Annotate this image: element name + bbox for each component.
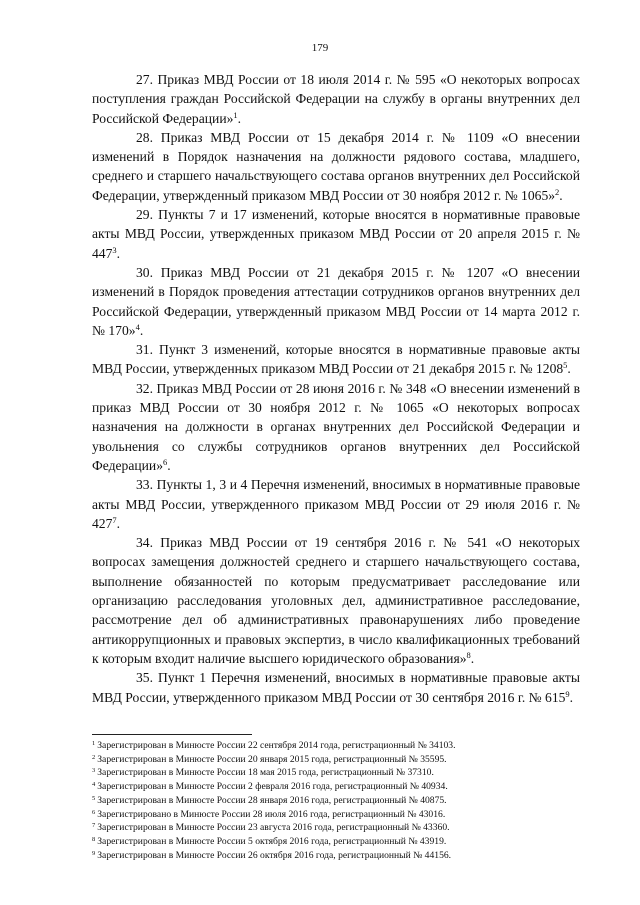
footnote-ref: 5 bbox=[563, 360, 568, 371]
paragraph-33 bbox=[92, 475, 580, 533]
footnote bbox=[92, 780, 580, 794]
footnote-divider bbox=[92, 734, 252, 735]
footnote bbox=[92, 794, 580, 808]
footnote-mark: 1 bbox=[92, 740, 96, 747]
paragraph-29 bbox=[92, 205, 580, 263]
paragraph-tail: . bbox=[237, 110, 242, 126]
paragraph-text: 33. Пункты 1, 3 и 4 Перечня изменений, вносимых в нормативные правовые акты МВД России, утвержденного приказом МВД России от 29 июля 2016 г. № 427 bbox=[92, 477, 580, 531]
footnote-ref: 4 bbox=[135, 321, 140, 332]
paragraph-27 bbox=[92, 70, 580, 128]
paragraph-28 bbox=[92, 128, 580, 205]
footnote-text: Зарегистрирован в Минюсте России 5 октября 2016 года, регистрационный № 43919. bbox=[97, 835, 447, 847]
footnote bbox=[92, 739, 580, 753]
paragraph-text: 32. Приказ МВД России от 28 июня 2016 г. № 348 «О внесении изменений в приказ МВД России от 30 ноября 2012 г. № 1065 «О некоторых вопросах назначения на должности в органах внутренних дел Российской Федерации и увольнения со службы сотрудников органов внутренних дел Российской Федерации» bbox=[92, 380, 580, 473]
page-number: 179 bbox=[311, 42, 329, 54]
document-body bbox=[92, 70, 580, 707]
paragraph-text: 30. Приказ МВД России от 21 декабря 2015 г. № 1207 «О внесении изменений в Порядок проведения аттестации сотрудников органов внутренних дел Российской Федерации, утвержденный приказом МВД России от 14 марта 2012 г. № 170» bbox=[92, 264, 580, 338]
paragraph-text: 35. Пункт 1 Перечня изменений, вносимых в нормативные правовые акты МВД России, утвержденного приказом МВД России от 30 сентября 2016 г. № 615 bbox=[92, 670, 580, 705]
footnote-mark: 7 bbox=[92, 822, 96, 830]
paragraph-text: 31. Пункт 3 изменений, которые вносятся в нормативные правовые акты МВД России, утвержденных приказом МВД России от 21 декабря 2015 г. № 1208 bbox=[92, 342, 580, 377]
paragraph-tail: . bbox=[116, 245, 121, 261]
footnote-text: Зарегистрирован в Минюсте России 26 октября 2016 года, регистрационный № 44156. bbox=[97, 849, 452, 861]
footnote-text: Зарегистрирован в Минюсте России 18 мая 2015 года, регистрационный № 37310. bbox=[97, 767, 434, 779]
paragraph-tail: . bbox=[567, 361, 571, 377]
footnote-mark: 4 bbox=[92, 781, 96, 789]
footnote-mark: 6 bbox=[92, 808, 96, 816]
footnote bbox=[92, 821, 580, 835]
footnote bbox=[92, 835, 580, 849]
footnote-ref: 8 bbox=[466, 649, 471, 660]
footnote-ref: 9 bbox=[565, 688, 570, 699]
paragraph-31 bbox=[92, 340, 580, 379]
paragraph-tail: . bbox=[139, 322, 144, 338]
footnote-text: Зарегистрирован в Минюсте России 22 сентября 2014 года, регистрационный № 34103. bbox=[97, 740, 456, 751]
footnote bbox=[92, 753, 580, 767]
paragraph-text: 28. Приказ МВД России от 15 декабря 2014 г. № 1109 «О внесении изменений в Порядок назначения на должности рядового состава, младшего, среднего и старшего начальствующего состава органов внутренних дел Российской Федерации, утвержденный приказом МВД России от 30 ноября 2012 г. № 1065» bbox=[92, 129, 580, 203]
footnote-ref: 7 bbox=[112, 514, 117, 525]
footnote bbox=[92, 766, 580, 780]
paragraph-tail: . bbox=[569, 689, 574, 705]
footnote-mark: 2 bbox=[92, 753, 96, 761]
paragraph-text: 27. Приказ МВД России от 18 июля 2014 г. № 595 «О некоторых вопросах поступления граждан Российской Федерации на службу в органы внутренних дел Российской Федерации» bbox=[92, 72, 580, 126]
footnote-text: Зарегистрирован в Минюсте России 23 августа 2016 года, регистрационный № 43360. bbox=[97, 822, 450, 834]
footnote-mark: 8 bbox=[92, 835, 96, 843]
footnote bbox=[92, 849, 580, 863]
paragraph-tail: . bbox=[470, 650, 475, 666]
footnote-mark: 9 bbox=[92, 849, 96, 857]
paragraph-text: 29. Пункты 7 и 17 изменений, которые вносятся в нормативные правовые акты МВД России, утвержденных приказом МВД России от 20 апреля 2015 г. № 447 bbox=[92, 207, 580, 261]
footnote-ref: 6 bbox=[163, 456, 168, 467]
paragraph-tail: . bbox=[559, 187, 563, 203]
footnote-text: Зарегистрирован в Минюсте России 20 января 2015 года, регистрационный № 35595. bbox=[97, 753, 447, 765]
footnote-mark: 3 bbox=[92, 767, 96, 775]
footnote-text: Зарегистрирован в Минюсте России 2 февраля 2016 года, регистрационный № 40934. bbox=[97, 781, 448, 793]
footnote-text: Зарегистрирован в Минюсте России 28 января 2016 года, регистрационный № 40875. bbox=[97, 794, 447, 806]
paragraph-30 bbox=[92, 263, 580, 340]
footnote-text: Зарегистрировано в Минюсте России 28 июля 2016 года, регистрационный № 43016. bbox=[97, 808, 446, 820]
footnote-ref: 3 bbox=[112, 244, 117, 255]
paragraph-34 bbox=[92, 533, 580, 668]
paragraph-tail: . bbox=[167, 457, 171, 473]
paragraph-tail: . bbox=[116, 515, 121, 531]
footnotes bbox=[92, 739, 580, 862]
footnote-mark: 5 bbox=[92, 794, 96, 802]
footnote-ref: 1 bbox=[233, 109, 238, 120]
paragraph-35 bbox=[92, 668, 580, 707]
footnote bbox=[92, 808, 580, 822]
footnote-ref: 2 bbox=[555, 186, 560, 197]
paragraph-text: 34. Приказ МВД России от 19 сентября 2016 г. № 541 «О некоторых вопросах замещения должностей среднего и старшего начальствующего состава, выполнение обязанностей по которым предусматривает расследование или организацию расследования уголовных дел, административное расследование, рассмотрение дел об административных правонарушениях либо проведение антикоррупционных и правовых экспертиз, в число квалификационных требований к которым входит наличие высшего юридического образования» bbox=[92, 535, 580, 666]
paragraph-32 bbox=[92, 379, 580, 475]
